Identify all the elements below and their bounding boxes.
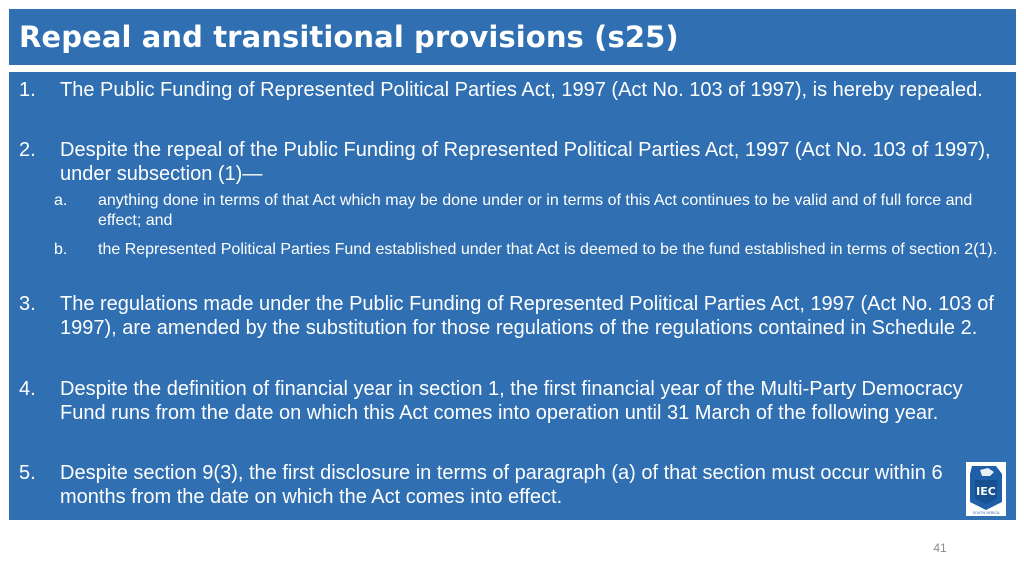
sub-item-letter: a. bbox=[54, 192, 68, 209]
item-text: Despite section 9(3), the first disclosure in terms of paragraph (a) of that section must occur within 6 months from the date on which the Act comes into effect. bbox=[60, 462, 943, 508]
sub-item-letter: b. bbox=[54, 241, 68, 258]
item-number: 5. bbox=[19, 462, 36, 484]
page-number: 41 bbox=[933, 541, 947, 555]
item-text: The Public Funding of Represented Political Parties Act, 1997 (Act No. 103 of 1997), is hereby repealed. bbox=[60, 79, 983, 101]
item-number: 3. bbox=[19, 293, 36, 315]
slide-content bbox=[9, 72, 1016, 520]
item-text: Despite the repeal of the Public Funding of Represented Political Parties Act, 1997 (Act No. 103 of 1997), under subsection (1)— bbox=[60, 139, 991, 185]
item-number: 2. bbox=[19, 139, 36, 161]
sub-item-text: the Represented Political Parties Fund established under that Act is deemed to be the fund established in terms of section 2(1). bbox=[98, 241, 998, 258]
item-number: 1. bbox=[19, 79, 36, 101]
item-number: 4. bbox=[19, 378, 36, 400]
logo-subtext: SOUTH AFRICA bbox=[972, 511, 1000, 515]
slide-title-bar bbox=[9, 9, 1016, 65]
sub-item-text: anything done in terms of that Act which may be done under or in terms of this Act continues to be valid and of full force and effect; and bbox=[98, 192, 973, 229]
item-text: Despite the definition of financial year in section 1, the first financial year of the Multi-Party Democracy Fund runs from the date on which this Act comes into operation until 31 March of the following year. bbox=[60, 378, 963, 424]
logo-text: IEC bbox=[976, 485, 996, 498]
item-text: The regulations made under the Public Funding of Represented Political Parties Act, 1997 (Act No. 103 of 1997), are amended by the substitution for those regulations of the regulations contained in Schedule 2. bbox=[60, 293, 994, 339]
slide-title: Repeal and transitional provisions (s25) bbox=[19, 20, 679, 54]
iec-logo bbox=[966, 462, 1006, 516]
